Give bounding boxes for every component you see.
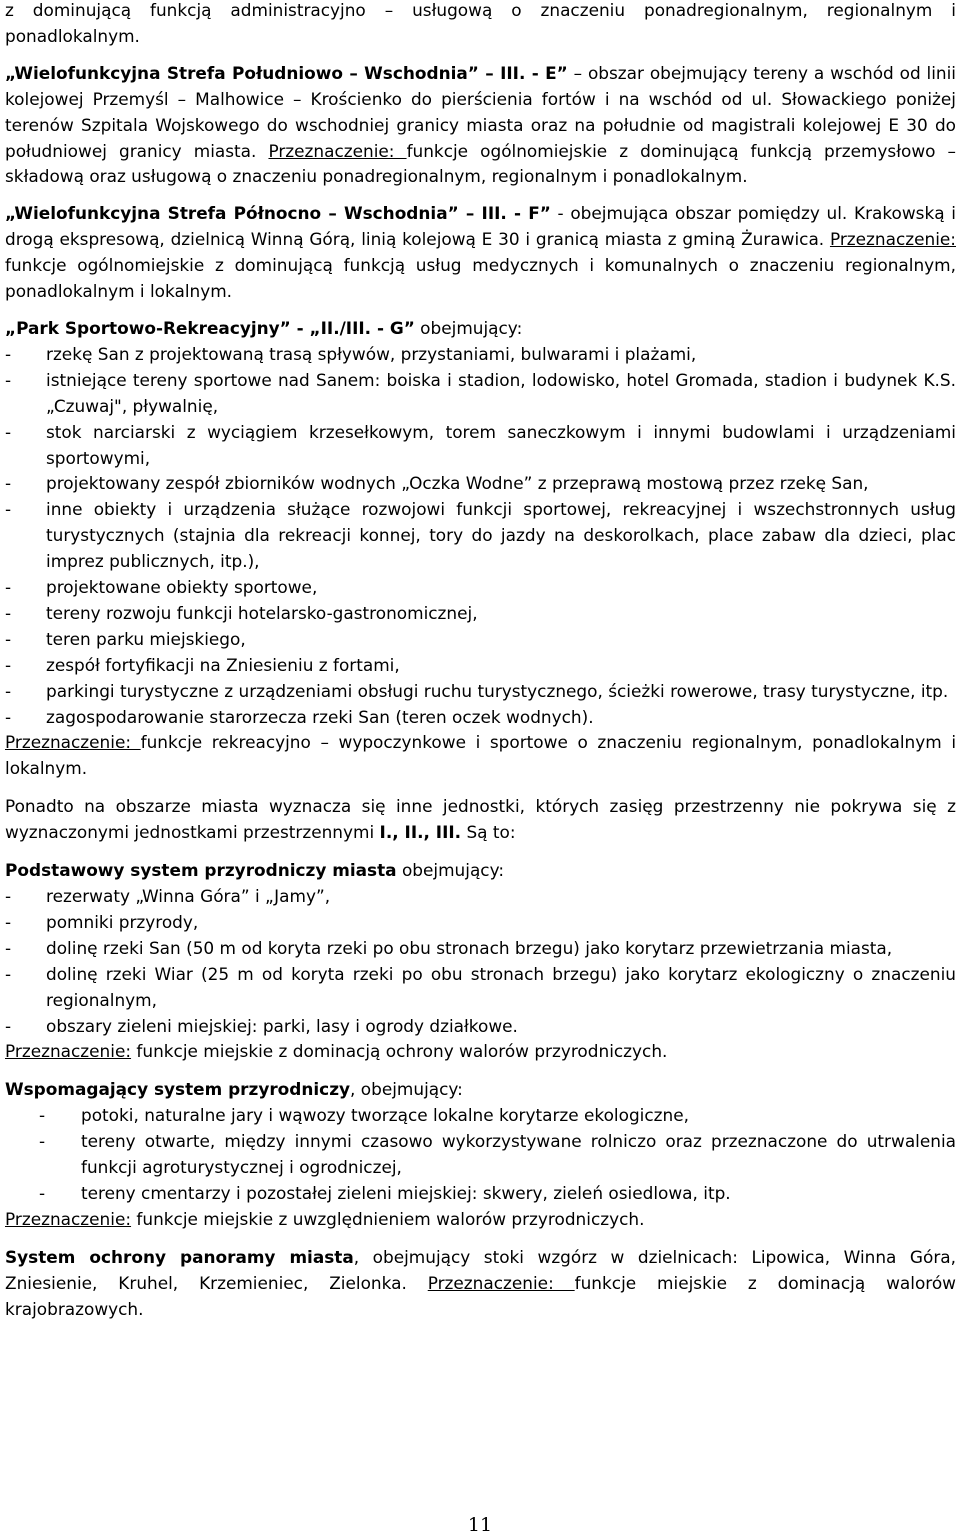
panorama-system-text: , obejmujący stoki wzgórz w dzielnicach: Lipowica, Winna Góra, Zniesienie, Kruhel, Krzemieniec, Zielonka. xyxy=(5,1246,956,1293)
intro-text: z dominującą funkcją administracyjno – usługową o znaczeniu ponadregionalnym, regionalnym i ponadlokalnym. xyxy=(5,0,956,46)
basic-system-purpose-label: Przeznaczenie: xyxy=(5,1041,132,1062)
list-item-text: tereny rozwoju funkcji hotelarsko-gastronomicznej, xyxy=(46,602,478,623)
list-item-text: zagospodarowanie starorzecza rzeki San (teren oczek wodnych). xyxy=(46,706,594,727)
list-item xyxy=(5,705,956,731)
zone-f-title: „Wielofunkcyjna Strefa Północno – Wschodnia” – III. - F” xyxy=(5,203,551,224)
zone-e-title: „Wielofunkcyjna Strefa Południowo – Wschodnia” – III. - E” xyxy=(5,62,568,83)
basic-system-list xyxy=(5,884,956,1039)
list-item xyxy=(5,1103,956,1129)
zone-f-text: - obejmująca obszar pomiędzy ul. Krakowską i drogą ekspresową, dzielnicą Winną Górą, linią kolejową E 30 i granicą miasta z gminą Żurawica. xyxy=(5,203,956,250)
list-item-text: tereny cmentarzy i pozostałej zieleni miejskiej: skwery, zieleń osiedlowa, itp. xyxy=(81,1182,731,1203)
list-item-text: stok narciarski z wyciągiem krzesełkowym, torem saneczkowym i innymi budowlami i urządzeniami sportowymi, xyxy=(46,421,956,468)
list-item-text: obszary zieleni miejskiej: parki, lasy i ogrody działkowe. xyxy=(46,1015,518,1036)
list-dash: - xyxy=(5,473,12,494)
list-item-text: potoki, naturalne jary i wąwozy tworzące lokalne korytarze ekologiczne, xyxy=(81,1105,689,1126)
list-dash: - xyxy=(5,369,12,390)
list-item xyxy=(5,627,956,653)
zone-g-list xyxy=(5,342,956,731)
other-units-list: I., II., III. xyxy=(379,822,462,843)
list-item-text: pomniki przyrody, xyxy=(46,911,199,932)
list-item xyxy=(5,1181,956,1207)
list-dash: - xyxy=(5,1015,12,1036)
list-item xyxy=(5,1014,956,1040)
list-item-text: dolinę rzeki San (50 m od koryta rzeki po obu stronach brzegu) jako korytarz przewietrzania miasta, xyxy=(46,937,893,958)
support-system-list xyxy=(5,1103,956,1207)
list-item xyxy=(5,653,956,679)
list-dash: - xyxy=(5,680,12,701)
list-item xyxy=(5,679,956,705)
list-item xyxy=(5,1129,956,1181)
zone-g-purpose-text: funkcje rekreacyjno – wypoczynkowe i sportowe o znaczeniu regionalnym, ponadlokalnym i lokalnym. xyxy=(5,732,957,779)
zone-f-paragraph xyxy=(5,201,956,305)
list-item xyxy=(5,420,956,472)
page-content xyxy=(5,0,956,1323)
list-item-text: tereny otwarte, między innymi czasowo wykorzystywane rolniczo oraz przeznaczone do utrwalenia funkcji agroturystycznej i ogrodniczej, xyxy=(81,1131,956,1178)
zone-f-purpose-label: Przeznaczenie: xyxy=(829,229,956,250)
other-units-text-end: Są to: xyxy=(461,822,516,843)
list-dash: - xyxy=(5,963,12,984)
other-units-text: Ponadto na obszarze miasta wyznacza się inne jednostki, których zasięg przestrzenny nie pokrywa się z wyznaczonymi jednostkami przestrzennymi xyxy=(5,796,956,843)
list-item-text: rzekę San z projektowaną trasą spływów, przystaniami, bulwarami i plażami, xyxy=(46,343,697,364)
list-item xyxy=(5,368,956,420)
list-item-text: istniejące tereny sportowe nad Sanem: boiska i stadion, lodowisko, hotel Gromada, stadion i budynek K.S. „Czuwaj", pływalnię, xyxy=(46,369,956,416)
list-item xyxy=(5,884,956,910)
list-dash: - xyxy=(5,628,12,649)
list-item-text: parkingi turystyczne z urządzeniami obsługi ruchu turystycznego, ścieżki rowerowe, trasy turystyczne, itp. xyxy=(46,680,949,701)
zone-e-paragraph xyxy=(5,61,956,191)
list-dash: - xyxy=(39,1131,46,1152)
list-dash: - xyxy=(5,937,12,958)
list-item xyxy=(5,342,956,368)
list-dash: - xyxy=(5,886,12,906)
panorama-system-purpose-text: funkcje miejskie z dominacją walorów krajobrazowych. xyxy=(5,1272,957,1319)
intro-paragraph xyxy=(5,0,956,50)
support-system-purpose-label: Przeznaczenie: xyxy=(5,1208,132,1229)
zone-g-heading xyxy=(5,316,956,342)
list-dash: - xyxy=(5,911,12,932)
list-dash: - xyxy=(39,1105,46,1126)
list-dash: - xyxy=(5,343,12,364)
list-item xyxy=(5,936,956,962)
zone-g-title: „Park Sportowo-Rekreacyjny” - „II./III. - G” xyxy=(5,317,415,338)
list-item-text: dolinę rzeki Wiar (25 m od koryta rzeki po obu stronach brzegu) jako korytarz ekologiczny o znaczeniu regionalnym, xyxy=(46,963,956,1010)
basic-system-purpose-text: funkcje miejskie z dominacją ochrony walorów przyrodniczych. xyxy=(131,1041,668,1062)
zone-g-purpose-label: Przeznaczenie: xyxy=(5,732,141,753)
page-number: 11 xyxy=(467,1514,493,1536)
basic-system-purpose xyxy=(5,1039,956,1065)
support-system-heading xyxy=(5,1077,956,1103)
panorama-system-purpose-label: Przeznaczenie: xyxy=(427,1272,575,1293)
zone-e-purpose-text: funkcje ogólnomiejskie z dominującą funkcją przemysłowo – składową oraz usługową o znaczeniu ponadregionalnym, regionalnym i ponadlokalnym. xyxy=(5,140,957,187)
zone-e-purpose-label: Przeznaczenie: xyxy=(268,140,407,161)
other-units-paragraph xyxy=(5,794,956,846)
support-system-text: , obejmujący: xyxy=(350,1079,463,1100)
support-system-purpose-text: funkcje miejskie z uwzględnieniem walorów przyrodniczych. xyxy=(131,1208,645,1229)
list-item-text: projektowane obiekty sportowe, xyxy=(46,577,318,598)
basic-system-text: obejmujący: xyxy=(396,860,505,881)
support-system-purpose xyxy=(5,1207,956,1233)
list-dash: - xyxy=(5,706,12,727)
zone-g-purpose xyxy=(5,730,956,782)
list-item xyxy=(5,471,956,497)
zone-g-text: obejmujący: xyxy=(414,317,523,338)
list-item-text: inne obiekty i urządzenia służące rozwojowi funkcji sportowej, rekreacyjnej i wszechstronnych usług turystycznych (stajnia dla rekreacji konnej, tory do jazdy na deskorolkach, place zabaw dla dzieci, plac imprez publicznych, itp.), xyxy=(46,499,956,572)
list-dash: - xyxy=(5,499,12,520)
panorama-system-paragraph xyxy=(5,1245,956,1323)
list-dash: - xyxy=(39,1182,46,1203)
basic-system-title: Podstawowy system przyrodniczy miasta xyxy=(5,860,397,881)
basic-system-heading xyxy=(5,858,956,884)
zone-e-text: – obszar obejmujący tereny a wschód od linii kolejowej Przemyśl – Malhowice – Krościenko do pierścienia fortów i na wschód od ul. Słowackiego poniżej terenów Szpitala Wojskowego do wschodniej granicy miasta oraz na południe od magistrali kolejowej E 30 do południowej granicy miasta. xyxy=(5,62,957,161)
list-item xyxy=(5,910,956,936)
list-dash: - xyxy=(5,602,12,623)
support-system-title: Wspomagający system przyrodniczy xyxy=(5,1079,351,1100)
list-item xyxy=(5,575,956,601)
list-item-text: zespół fortyfikacji na Zniesieniu z fortami, xyxy=(46,654,400,675)
list-item-text: teren parku miejskiego, xyxy=(46,628,246,649)
list-item xyxy=(5,601,956,627)
list-item-text: projektowany zespół zbiorników wodnych „Oczka Wodne” z przeprawą mostową przez rzekę San, xyxy=(46,473,869,494)
list-item-text: rezerwaty „Winna Góra” i „Jamy”, xyxy=(46,886,331,906)
list-dash: - xyxy=(5,421,12,442)
panorama-system-title: System ochrony panoramy miasta xyxy=(5,1246,354,1267)
list-dash: - xyxy=(5,577,12,598)
zone-f-purpose-text: funkcje ogólnomiejskie z dominującą funkcją usług medycznych i komunalnych o znaczeniu regionalnym, ponadlokalnym i lokalnym. xyxy=(5,255,956,302)
list-item xyxy=(5,962,956,1014)
list-item xyxy=(5,497,956,575)
list-dash: - xyxy=(5,654,12,675)
